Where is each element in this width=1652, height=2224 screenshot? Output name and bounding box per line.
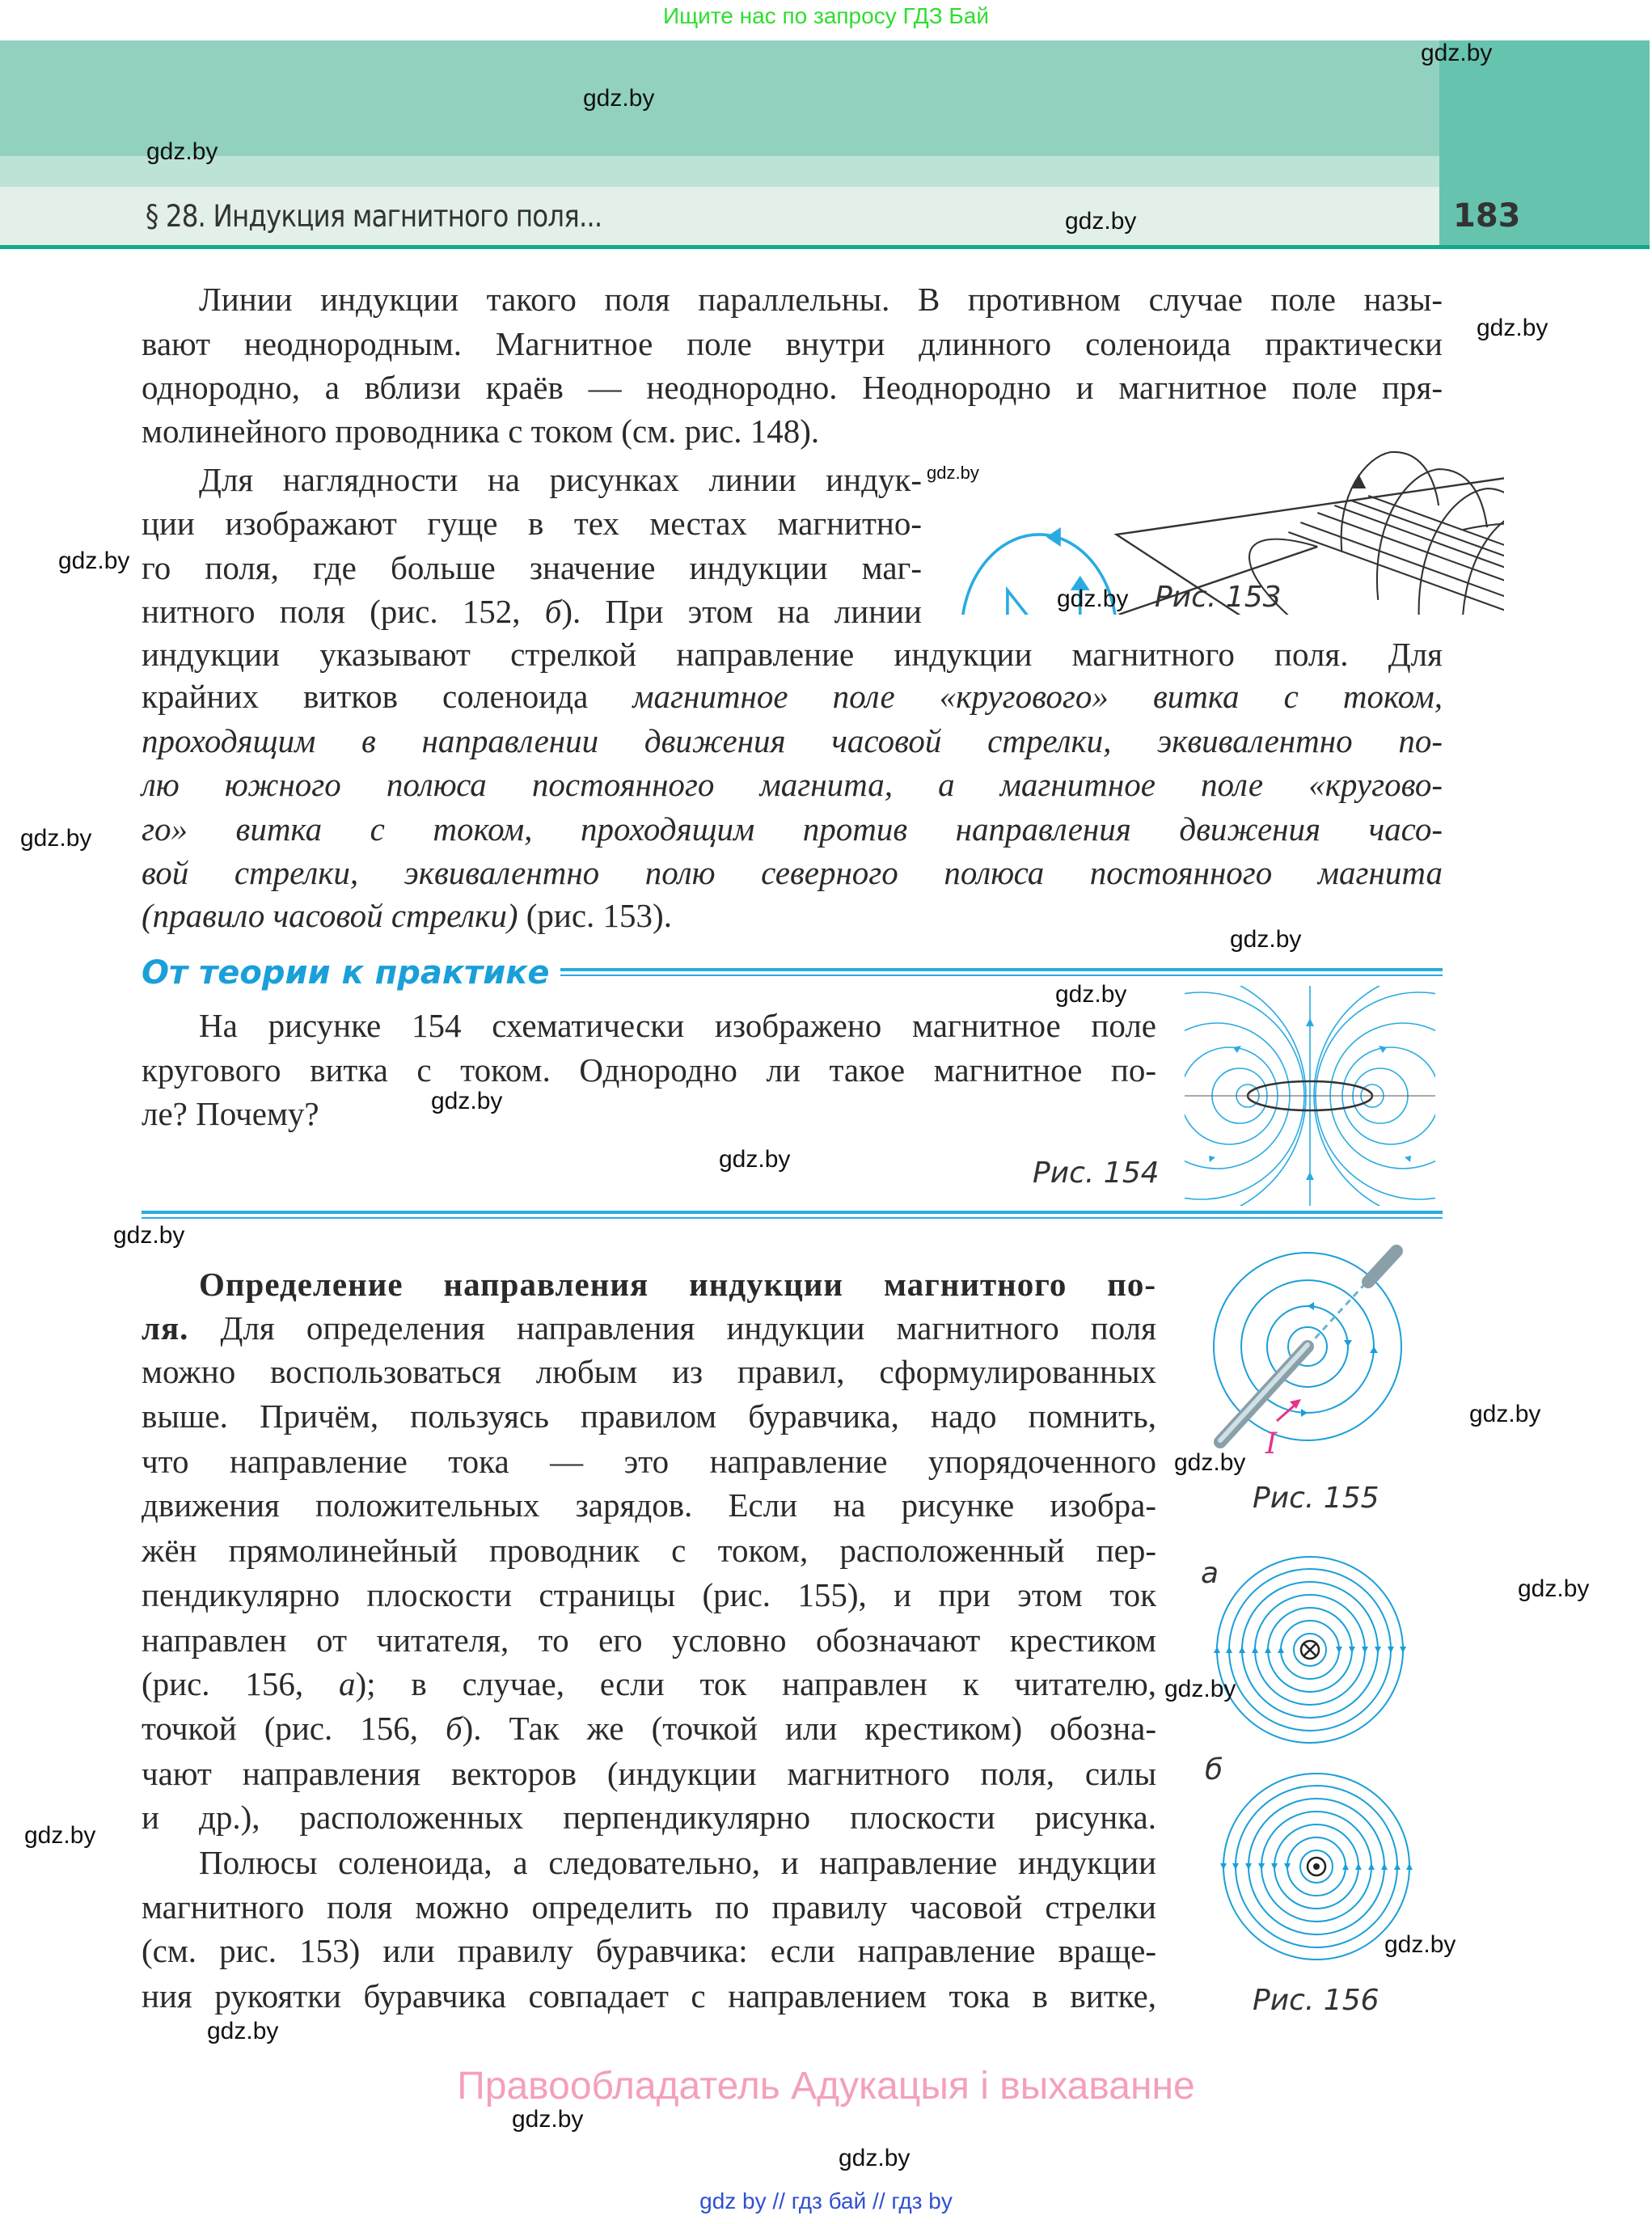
text-line bbox=[142, 1795, 1156, 1839]
text-line bbox=[142, 674, 1443, 718]
text-line bbox=[142, 409, 819, 453]
practice-rule-bottom bbox=[142, 1211, 1443, 1219]
text-line bbox=[142, 1706, 1156, 1750]
text-line bbox=[142, 1048, 1156, 1092]
figure-153-caption: Рис. 153 bbox=[1155, 581, 1282, 614]
text-line bbox=[142, 1573, 1156, 1617]
watermark: gdz.by bbox=[1421, 40, 1493, 66]
text-line bbox=[142, 807, 1443, 851]
bold-text: Определение направления индукции магнитного по- bbox=[199, 1266, 1156, 1303]
current-label: I bbox=[1265, 1427, 1278, 1461]
watermark: gdz.by bbox=[207, 2018, 279, 2044]
text-segment: пендикулярно плоскости страницы (рис. 155), и при этом ток bbox=[142, 1576, 1156, 1613]
watermark: gdz.by bbox=[1384, 1931, 1456, 1958]
text-segment: движения положительных зарядов. Если на рисунке изобра- bbox=[142, 1486, 1156, 1524]
text-line bbox=[142, 1483, 1156, 1527]
text-segment: чают направления векторов (индукции магнитного поля, силы bbox=[142, 1755, 1156, 1792]
text-line bbox=[142, 894, 672, 937]
running-title: § 28. Индукция магнитного поля... bbox=[146, 199, 602, 234]
text-segment: что направление тока — это направление упорядоченного bbox=[142, 1443, 1156, 1480]
text-segment: вают неоднородным. Магнитное поле внутри длинного соленоида практически bbox=[142, 325, 1443, 362]
copyright-notice: Правообладатель Адукацыя і выхаванне bbox=[457, 2065, 1195, 2108]
text-line bbox=[142, 1440, 1156, 1483]
text-line bbox=[142, 1662, 1156, 1706]
text-segment: ). При этом на линии bbox=[561, 593, 922, 630]
text-line bbox=[142, 1929, 1156, 1972]
text-segment: ния рукоятки буравчика совпадает с направлением тока в витке, bbox=[142, 1977, 1156, 2015]
text-segment: (рис. 156, bbox=[142, 1665, 339, 1702]
figure-156-label-b: б bbox=[1205, 1753, 1223, 1786]
text-line bbox=[199, 458, 922, 501]
bold-text: ля. bbox=[142, 1309, 189, 1347]
text-segment: (рис. 153). bbox=[518, 897, 672, 934]
text-segment: и др.), расположенных перпендикулярно плоскости рисунка. bbox=[142, 1799, 1156, 1836]
text-segment: ле? Почему? bbox=[142, 1095, 319, 1132]
text-segment: точкой (рис. 156, bbox=[142, 1710, 446, 1747]
watermark: gdz.by bbox=[113, 1222, 185, 1249]
watermark: gdz.by bbox=[58, 548, 130, 574]
text-segment: индукции указывают стрелкой направление индукции магнитного поля. Для bbox=[142, 636, 1443, 673]
text-segment: Для определения направления индукции магнитного поля bbox=[188, 1309, 1156, 1347]
text-line bbox=[142, 501, 922, 545]
italic-text: проходящим в направлении движения часовой стрелки, эквивалентно по- bbox=[142, 722, 1443, 759]
watermark: gdz.by bbox=[24, 1822, 96, 1849]
text-segment: жён прямолинейный проводник с током, расположенный пер- bbox=[142, 1532, 1156, 1569]
figure-155-straight-conductor bbox=[1202, 1241, 1425, 1456]
text-line bbox=[142, 1092, 319, 1135]
text-line bbox=[199, 1841, 1156, 1884]
watermark: gdz.by bbox=[583, 85, 655, 112]
figure-154-circular-loop-field bbox=[1185, 986, 1435, 1206]
text-line bbox=[199, 277, 1443, 321]
italic-text: магнитное поле «кругового» витка с током, bbox=[632, 678, 1443, 715]
text-segment: (см. рис. 153) или правилу буравчика: если направление враще- bbox=[142, 1932, 1156, 1969]
figure-156-label-a: а bbox=[1201, 1557, 1219, 1590]
watermark: gdz.by bbox=[1518, 1575, 1590, 1602]
italic-text: б bbox=[445, 1710, 463, 1747]
page-number: 183 bbox=[1453, 197, 1521, 235]
watermark: gdz.by bbox=[1057, 586, 1129, 612]
practice-rule-top bbox=[560, 968, 1443, 976]
text-line bbox=[142, 632, 1443, 676]
text-line bbox=[142, 1350, 1156, 1393]
figure-156a-current-away bbox=[1213, 1553, 1407, 1747]
text-line bbox=[142, 1306, 1156, 1350]
search-hint-banner: Ищите нас по запросу ГДЗ Бай bbox=[662, 3, 990, 28]
text-line bbox=[199, 1004, 1156, 1047]
text-line bbox=[142, 1394, 1156, 1438]
italic-text: б bbox=[544, 593, 562, 630]
text-line bbox=[142, 1752, 1156, 1795]
watermark: gdz.by bbox=[1055, 981, 1127, 1008]
figure-156-caption: Рис. 156 bbox=[1253, 1984, 1379, 2017]
watermark: gdz.by bbox=[927, 463, 979, 483]
watermark: gdz.by bbox=[20, 825, 92, 852]
text-line bbox=[142, 851, 1443, 894]
figure-154-caption: Рис. 154 bbox=[1033, 1156, 1160, 1190]
text-segment: кругового витка с током. Однородно ли такое магнитное по- bbox=[142, 1051, 1156, 1089]
text-segment: Линии индукции такого поля параллельны. В противном случае поле назы- bbox=[199, 281, 1443, 318]
watermark: gdz.by bbox=[1164, 1676, 1236, 1702]
text-line bbox=[142, 1618, 1156, 1662]
text-segment: магнитного поля можно определить по правилу часовой стрелки bbox=[142, 1888, 1156, 1926]
figure-155-caption: Рис. 155 bbox=[1253, 1482, 1379, 1515]
text-segment: ции изображают гуще в тех местах магнитно- bbox=[142, 505, 922, 542]
text-line bbox=[142, 719, 1443, 763]
text-segment: однородно, а вблизи краёв — неоднородно. Неоднородно и магнитное поле пря- bbox=[142, 369, 1443, 406]
text-segment: ); в случае, если ток направлен к читателю, bbox=[355, 1665, 1156, 1702]
text-segment: На рисунке 154 схематически изображено магнитное поле bbox=[199, 1007, 1156, 1044]
watermark: gdz.by bbox=[1174, 1449, 1246, 1476]
text-segment: можно воспользоваться любым из правил, сформулированных bbox=[142, 1353, 1156, 1390]
watermark: gdz.by bbox=[512, 2106, 584, 2133]
text-segment: го поля, где больше значение индукции маг- bbox=[142, 549, 922, 586]
watermark: gdz.by bbox=[1469, 1401, 1541, 1427]
practice-heading: От теории к практике bbox=[142, 954, 550, 991]
watermark: gdz.by bbox=[1065, 208, 1137, 235]
text-line bbox=[199, 1262, 1156, 1306]
footer-links[interactable]: gdz by // гдз бай // гдз by bbox=[699, 2188, 953, 2213]
watermark: gdz.by bbox=[146, 138, 218, 165]
watermark: gdz.by bbox=[719, 1146, 791, 1173]
italic-text: вой стрелки, эквивалентно полю северного полюса постоянного магнита bbox=[142, 854, 1443, 891]
text-segment: крайних витков соленоида bbox=[142, 678, 633, 715]
italic-text: лю южного полюса постоянного магнита, а магнитное поле «кругово- bbox=[142, 766, 1443, 803]
text-line bbox=[142, 366, 1443, 409]
text-line bbox=[142, 546, 922, 590]
watermark: gdz.by bbox=[839, 2145, 911, 2171]
italic-text: (правило часовой стрелки) bbox=[142, 897, 518, 934]
text-line bbox=[142, 590, 922, 633]
text-segment: ). Так же (точкой или крестиком) обозна- bbox=[462, 1710, 1156, 1747]
text-segment: направлен от читателя, то его условно обозначают крестиком bbox=[142, 1621, 1156, 1659]
watermark: gdz.by bbox=[1477, 315, 1548, 341]
italic-text: го» витка с током, проходящим против направления движения часо- bbox=[142, 810, 1443, 848]
italic-text: а bbox=[338, 1665, 356, 1702]
text-segment: выше. Причём, пользуясь правилом буравчика, надо помнить, bbox=[142, 1397, 1156, 1435]
text-segment: Для наглядности на рисунках линии индук- bbox=[199, 461, 922, 498]
text-segment: молинейного проводника с током (см. рис. 148). bbox=[142, 412, 820, 450]
header-rule bbox=[0, 245, 1650, 249]
text-line bbox=[142, 1528, 1156, 1572]
watermark: gdz.by bbox=[1230, 926, 1302, 953]
text-line bbox=[142, 1974, 1156, 2018]
text-segment: Полюсы соленоида, а следовательно, и направление индукции bbox=[199, 1844, 1156, 1881]
text-line bbox=[142, 1885, 1156, 1929]
text-line bbox=[142, 763, 1443, 806]
watermark: gdz.by bbox=[431, 1088, 503, 1114]
text-line bbox=[142, 322, 1443, 366]
text-segment: нитного поля (рис. 152, bbox=[142, 593, 545, 630]
